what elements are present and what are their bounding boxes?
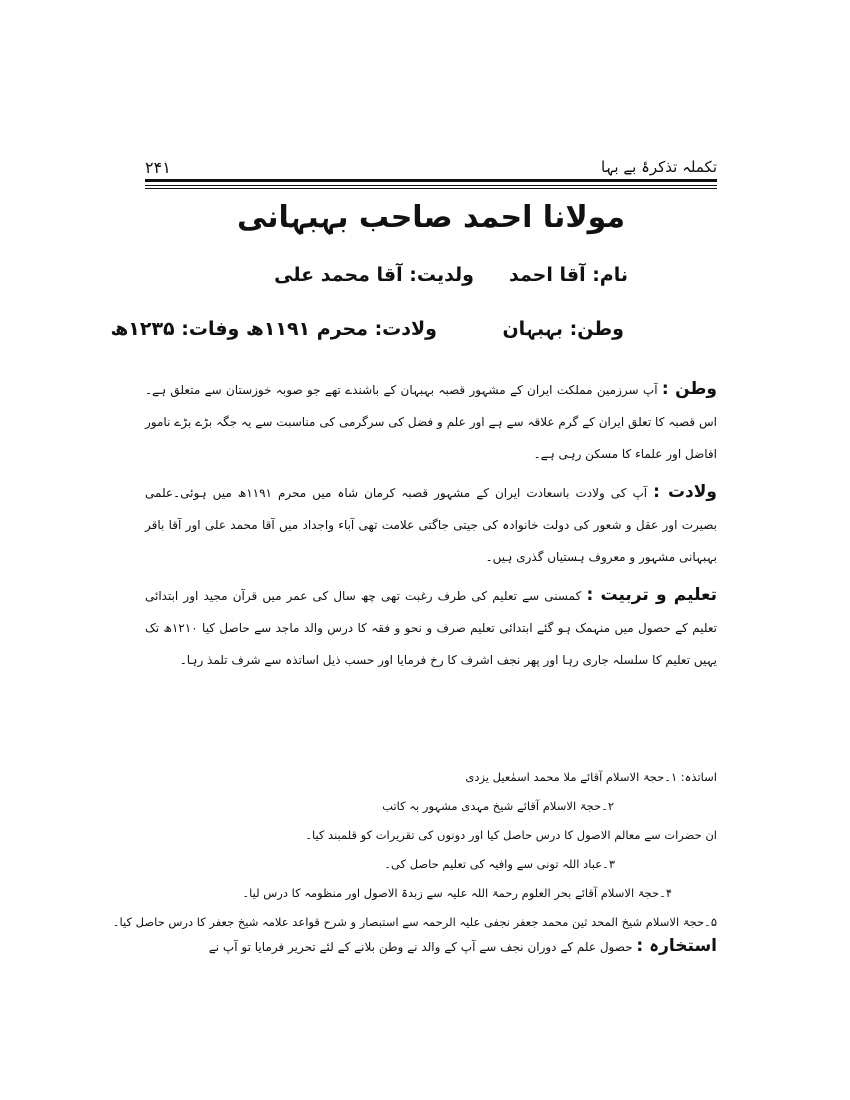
chapter-title: مولانا احمد صاحب بہبہانی [236,200,626,235]
heading-wiladat: ولادت : [653,482,717,502]
text-taleem: کمسنی سے تعلیم کی طرف رغبت تھی چھ سال کی عمر میں قرآن مجید اور ابتدائی تعلیم کے حصول میں منہمک ہو گئے ابتدائی تعلیم صرف و نحو و فقہ کا درس والد ماجد سے حاصل کیا ۱۲۱۰ھ تک یہیں تعلیم کا سلسلہ جاری رہا اور پھر نجف اشرف کا رخ فرمایا اور حسب ذیل اساتذہ سے شرف تلمذ رہا۔ [145,589,717,667]
list-item: اساتذہ: ۱۔حجۃ الاسلام آقائے ملا محمد اسمٰعیل یزدی [465,770,717,784]
heading-watan: وطن : [661,379,717,399]
name-field: نام: آقا احمد [508,264,628,286]
parentage-field: ولدیت: آقا محمد علی [274,264,474,286]
text-istikhara: حصول علم کے دوران نجف سے آپ کے والد نے وطن بلانے کے لئے تحریر فرمایا تو آپ نے [208,940,633,954]
heading-taleem: تعلیم و تربیت : [586,585,717,605]
heading-istikhara: استخارہ : [636,936,717,956]
header-rule-thin-2 [145,188,717,189]
list-item: ۳۔عباد اللہ تونی سے وافیہ کی تعلیم حاصل کی۔ [384,857,615,871]
teachers-list [112,763,717,937]
paragraph-watan [145,373,717,470]
text-wiladat: آپ کی ولادت باسعادت ایران کے مشہور قصبہ کرمان شاہ میں محرم ۱۱۹۱ھ میں ہوئی۔علمی بصیرت اور عقل و شعور کی دولت خانوادہ کی جیتی جاگتی علامت تھی آباء واجداد میں آقا محمد علی اور آقا باقر بہبہانی مشہور و معروف ہستیاں گذری ہیں۔ [145,486,717,564]
page-number: ۲۴۱ [145,158,171,177]
list-item: ۲۔حجۃ الاسلام آقائے شیخ مہدی مشہور بہ کاتب [382,799,614,813]
homeland-field: وطن: بہبہان [502,318,624,340]
header-rule-thin [145,185,717,186]
list-item: ان حضرات سے معالم الاصول کا درس حاصل کیا اور دونوں کی تقریرات کو قلمبند کیا۔ [305,828,717,842]
paragraph-istikhara [145,931,717,962]
header-rule-thick [145,179,717,182]
paragraph-wiladat [145,476,717,573]
paragraph-taleem [145,579,717,676]
page-header [145,158,717,180]
running-title: تکملہ تذکرۂ بے بہا [601,158,717,176]
text-watan: آپ سرزمین مملکت ایران کے مشہور قصبہ بہبہان کے باشندے تھے جو صوبہ خوزستان سے متعلق ہے۔اس قصبہ کا تعلق ایران کے گرم علاقہ سے ہے اور علم و فضل کی سرگرمی کی مناسبت سے یہ جگہ بڑے بڑے نامور افاضل اور علماء کا مسکن رہی ہے۔ [145,383,717,461]
list-item: ۴۔حجۃ الاسلام آقائے بحر العلوم رحمۃ اللہ علیہ سے زبدۃ الاصول اور منظومہ کا درس لیا۔ [242,886,672,900]
list-item: ۵۔حجۃ الاسلام شیخ المحد ثین محمد جعفر نجفی علیہ الرحمہ سے استبصار و شرح قواعد علامہ شیخ جعفر کا درس حاصل کیا۔ [112,915,717,929]
body-text [145,373,717,682]
birth-death-field: ولادت: محرم ۱۱۹۱ھ وفات: ۱۲۳۵ھ [110,318,437,340]
